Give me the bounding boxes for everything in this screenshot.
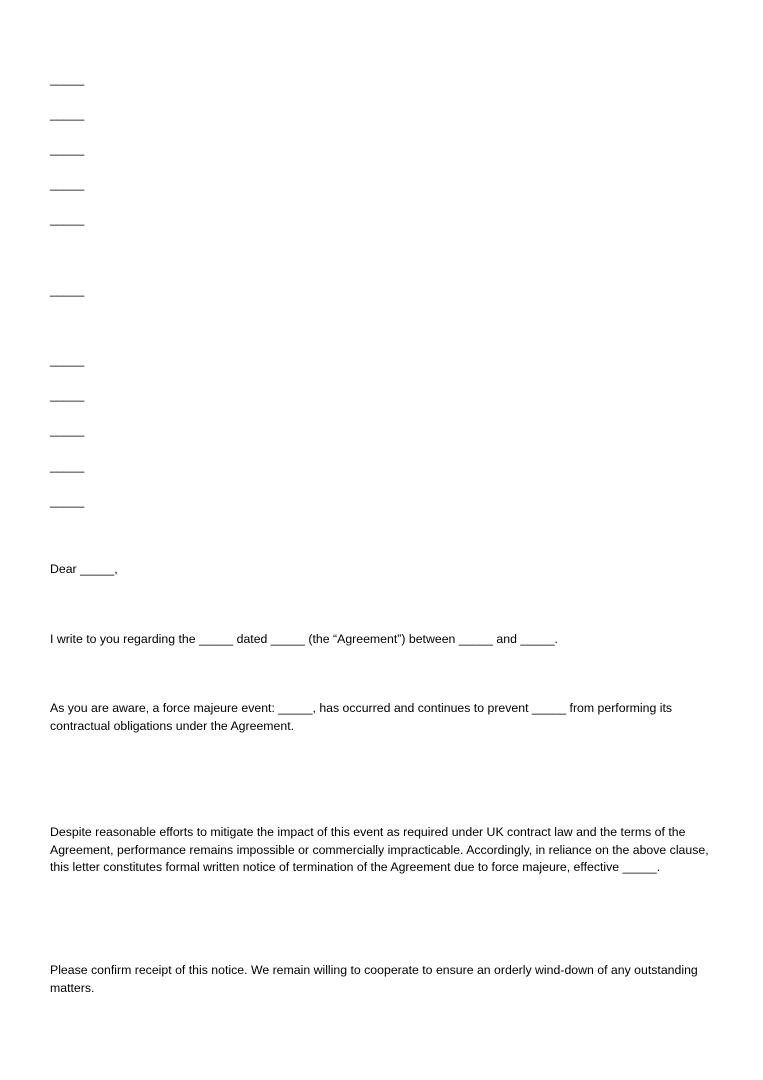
address-line-3: _____ xyxy=(50,142,85,156)
paragraph-confirmation-request: Please confirm receipt of this notice. We remain willing to cooperate to ensure an orderly wind-down of any outstanding matters. xyxy=(50,963,698,995)
address-line-6: _____ xyxy=(50,283,85,297)
address-line-5: _____ xyxy=(50,212,85,226)
address-line-11: _____ xyxy=(50,494,85,508)
address-line-10: _____ xyxy=(50,459,85,473)
address-line-1: _____ xyxy=(50,72,85,86)
address-line-7: _____ xyxy=(50,353,85,367)
paragraph-force-majeure-event: As you are aware, a force majeure event: _____, has occurred and continues to prevent _____ from performing its contractual obligations under the Agreement. xyxy=(50,701,673,733)
salutation: Dear _____, xyxy=(50,562,118,576)
address-line-4: _____ xyxy=(50,177,85,191)
address-line-8: _____ xyxy=(50,388,85,402)
address-line-9: _____ xyxy=(50,423,85,437)
paragraph-termination-notice: Despite reasonable efforts to mitigate the impact of this event as required under UK contract law and the terms of the Agreement, performance remains impossible or commercially impracticable. Accordingly, in reliance on the above clause, this letter constitutes formal written notice of termination of the Agreement due to force majeure, effective _____. xyxy=(50,825,709,874)
address-line-2: _____ xyxy=(50,107,85,121)
paragraph-agreement-reference: I write to you regarding the _____ dated _____ (the “Agreement”) between _____ and _____. xyxy=(50,632,558,646)
